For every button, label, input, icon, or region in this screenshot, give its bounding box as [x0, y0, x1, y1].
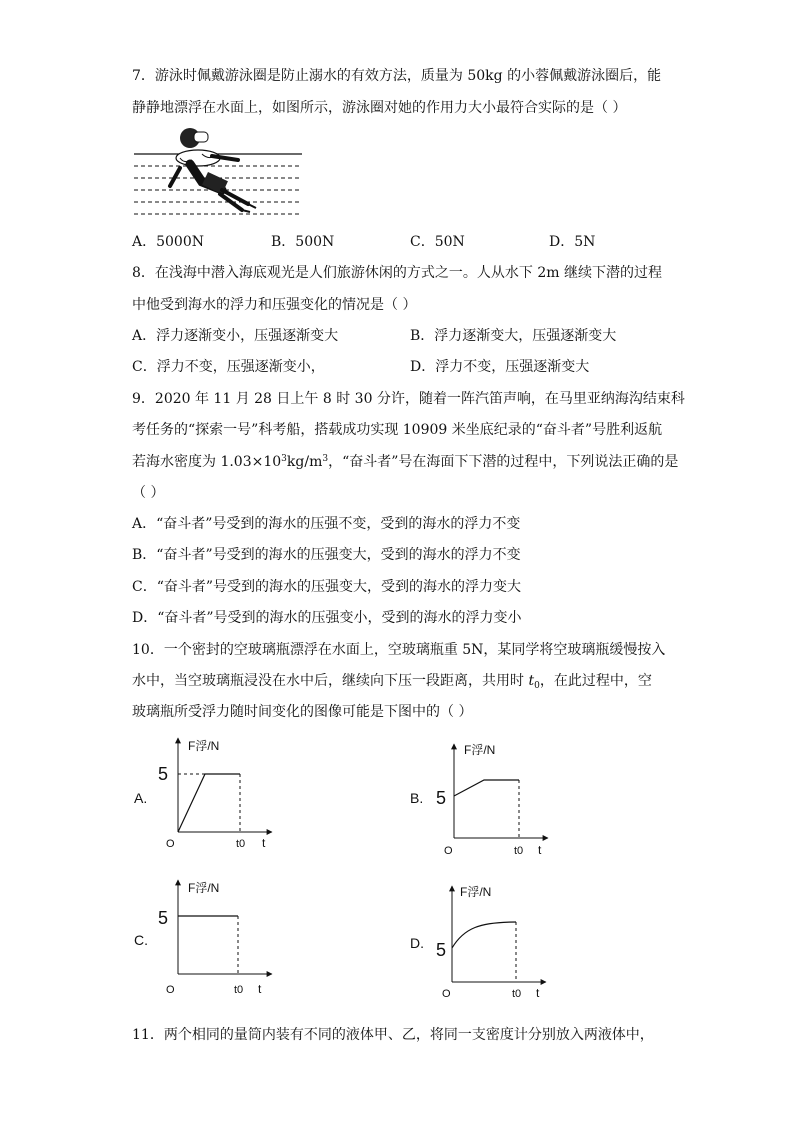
- q7-option-d: D．5N: [549, 234, 596, 250]
- graph-a-t: t: [262, 836, 266, 850]
- graph-d-t0: t0: [512, 988, 522, 1000]
- graph-c-ylabel: F浮/N: [188, 881, 220, 895]
- q9-option-c: C．“奋斗者”号受到的海水的压强变大，受到的海水的浮力变大: [132, 579, 522, 595]
- graph-a-label: A.: [134, 790, 148, 806]
- graph-b-curve: [454, 780, 519, 796]
- q10-line3: 玻璃瓶所受浮力随时间变化的图像可能是下图中的（ ）: [132, 704, 473, 720]
- q7-option-c: C．50N: [410, 234, 465, 250]
- graph-a-t0: t0: [236, 838, 246, 850]
- q8-option-d: D．浮力不变，压强逐渐变大: [410, 359, 590, 375]
- q10-line1: 10．一个密封的空玻璃瓶漂浮在水面上，空玻璃瓶重 5N，某同学将空玻璃瓶缓慢按入: [132, 642, 666, 658]
- q9-line3: 若海水密度为 $1.03\times 10^3kg/m^3$，“奋斗者”号在海面下下潜的过程中，下列说法正确的是: [132, 454, 679, 470]
- q8-option-b: B．浮力逐渐变大，压强逐渐变大: [410, 328, 617, 344]
- q9-line2: 考任务的“探索一号”科考船，搭载成功实现 10909 米坐底纪录的“奋斗者”号胜利返航: [132, 422, 663, 438]
- graph-c-origin: O: [166, 984, 175, 996]
- graph-d-origin: O: [442, 988, 451, 1000]
- graph-d-curve: [452, 922, 516, 948]
- graph-c-t0: t0: [234, 984, 244, 996]
- graph-a: [150, 732, 285, 857]
- graph-b-label: B.: [410, 790, 424, 806]
- graph-a-origin: O: [166, 838, 175, 850]
- graph-b: [428, 738, 563, 863]
- graph-a-ylabel: F浮/N: [188, 739, 220, 753]
- graph-d: [428, 878, 563, 1003]
- q9-option-d: D．“奋斗者”号受到的海水的压强变小，受到的海水的浮力变小: [132, 610, 522, 626]
- swimmer-figure: [130, 124, 305, 224]
- q8-option-a: A．浮力逐渐变小，压强逐渐变大: [132, 328, 339, 344]
- graph-c-t: t: [258, 982, 262, 996]
- graph-c-label: C.: [134, 932, 148, 948]
- graph-d-t: t: [536, 986, 540, 1000]
- q8-line2: 中他受到海水的浮力和压强变化的情况是（ ）: [132, 297, 417, 313]
- graph-b-t0: t0: [514, 845, 524, 857]
- q9-option-b: B．“奋斗者”号受到的海水的压强变大，受到的海水的浮力不变: [132, 547, 521, 563]
- q9-line4: （ ）: [132, 485, 165, 501]
- graph-c-tick: 5: [158, 908, 169, 928]
- graph-c: [150, 874, 285, 999]
- graph-b-origin: O: [444, 845, 453, 857]
- q7-line2: 静静地漂浮在水面上，如图所示，游泳圈对她的作用力大小最符合实际的是（ ）: [132, 100, 627, 116]
- graph-b-t: t: [538, 843, 542, 857]
- q8-line1: 8．在浅海中潜入海底观光是人们旅游休闲的方式之一。人从水下 2m 继续下潜的过程: [132, 265, 662, 281]
- graph-a-tick: 5: [158, 764, 169, 784]
- q8-option-c: C．浮力不变，压强逐渐变小，: [132, 359, 325, 375]
- graph-b-ylabel: F浮/N: [464, 743, 496, 757]
- graph-b-tick: 5: [436, 788, 447, 808]
- graph-d-ylabel: F浮/N: [460, 885, 492, 899]
- q9-option-a: A．“奋斗者”号受到的海水的压强不变，受到的海水的浮力不变: [132, 516, 521, 532]
- q10-line2: 水中，当空玻璃瓶浸没在水中后，继续向下压一段距离，共用时 $t_0$，在此过程中，空: [132, 673, 652, 691]
- q11-line1: 11．两个相同的量筒内装有不同的液体甲、乙，将同一支密度计分别放入两液体中，: [132, 1027, 654, 1043]
- graph-a-curve: [178, 774, 240, 832]
- q9-line1: 9．2020 年 11 月 28 日上午 8 时 30 分许，随着一阵汽笛声响，在马里亚纳海沟结束科: [132, 391, 685, 407]
- graph-d-label: D.: [410, 935, 424, 951]
- q7-option-a: A．5000N: [132, 234, 204, 250]
- q7-line1: 7．游泳时佩戴游泳圈是防止溺水的有效方法，质量为 50kg 的小蓉佩戴游泳圈后，能: [132, 68, 662, 84]
- q7-option-b: B．500N: [271, 234, 335, 250]
- graph-d-tick: 5: [436, 940, 447, 960]
